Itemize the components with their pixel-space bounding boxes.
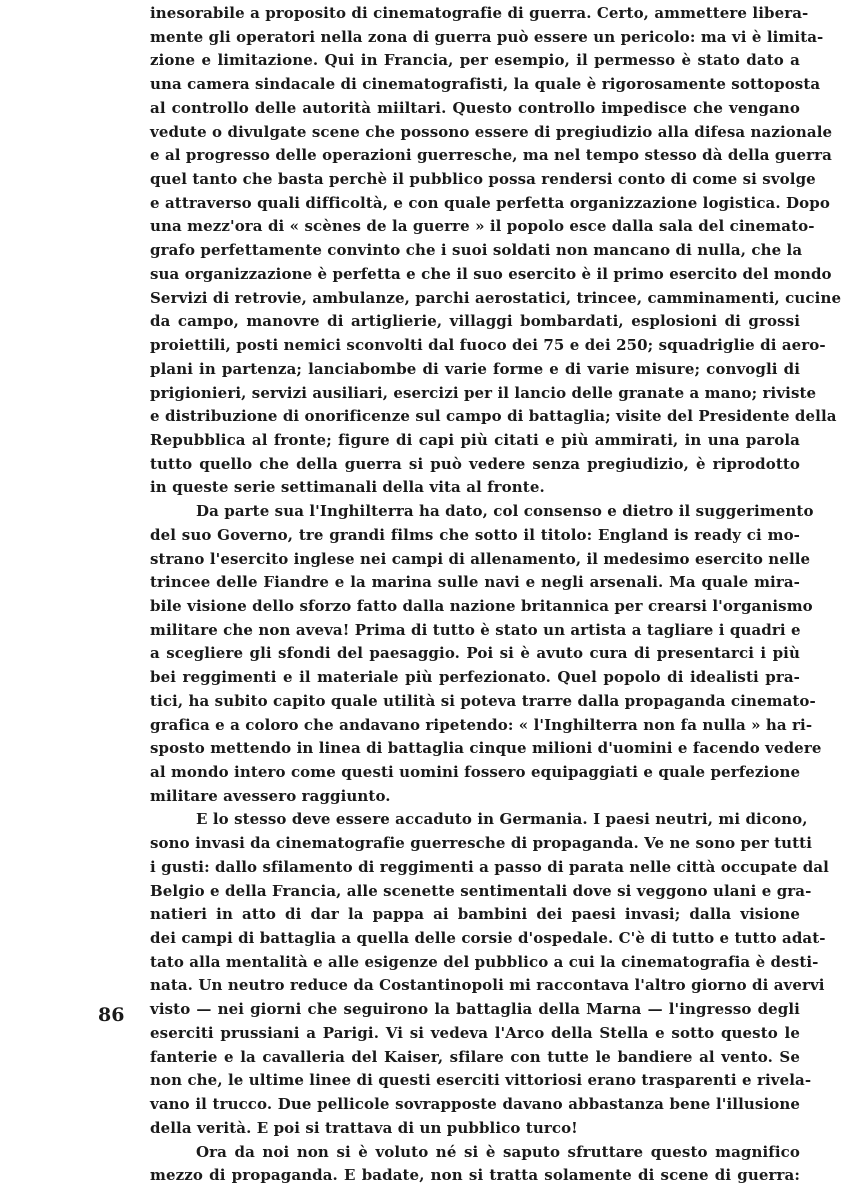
- text-line: dei campi di battaglia a quella delle corsie d'ospedale. C'è di tutto e tutto adat-: [150, 929, 826, 948]
- text-line: i gusti: dallo sfilamento di reggimenti a passo di parata nelle città occupate dal: [150, 857, 829, 876]
- text-line: e al progresso delle operazioni guerresche, ma nel tempo stesso dà della guerra: [150, 146, 832, 165]
- text-line: Ora da noi non si è voluto né si è saputo sfruttare questo magnifico: [196, 1142, 800, 1161]
- text-line: natieri in atto di dar la pappa ai bambini dei paesi invasi; dalla visione: [150, 905, 800, 924]
- text-line: vedute o divulgate scene che possono essere di pregiudizio alla difesa nazionale: [150, 122, 833, 141]
- text-line: una camera sindacale di cinematografisti, la quale è rigorosamente sottoposta: [150, 75, 821, 94]
- text-line: e attraverso quali difficoltà, e con quale perfetta organizzazione logistica. Dopo: [150, 193, 830, 212]
- text-line: proiettili, posti nemici sconvolti dal fuoco dei 75 e dei 250; squadriglie di aero-: [150, 336, 826, 355]
- text-line: tato alla mentalità e alle esigenze del pubblico a cui la cinematografia è desti-: [150, 952, 819, 971]
- text-line: trincee delle Fiandre e la marina sulle navi e negli arsenali. Ma quale mira-: [150, 573, 800, 592]
- text-line: militare avessero raggiunto.: [150, 786, 391, 805]
- text-line: tici, ha subito capito quale utilità si poteva trarre dalla propaganda cinemato-: [150, 691, 816, 710]
- text-line: strano l'esercito inglese nei campi di allenamento, il medesimo esercito nelle: [150, 549, 811, 568]
- text-line: eserciti prussiani a Parigi. Vi si vedeva l'Arco della Stella e sotto questo le: [150, 1023, 800, 1042]
- text-line: e distribuzione di onorificenze sul campo di battaglia; visite del Presidente della: [150, 407, 837, 426]
- text-line: del suo Governo, tre grandi films che sotto il titolo: England is ready ci mo-: [150, 525, 800, 544]
- text-line: fanterie e la cavalleria del Kaiser, sfilare con tutte le bandiere al vento. Se: [150, 1047, 800, 1066]
- text-line: militare che non aveva! Prima di tutto è stato un artista a tagliare i quadri e: [150, 620, 801, 639]
- text-line: Repubblica al fronte; figure di capi più citati e più ammirati, in una parola: [150, 430, 800, 449]
- text-line: prigionieri, servizi ausiliari, esercizi per il lancio delle granate a mano; riviste: [150, 383, 817, 402]
- text-line: Da parte sua l'Inghilterra ha dato, col consenso e dietro il suggerimento: [196, 502, 814, 521]
- text-line: sua organizzazione è perfetta e che il suo esercito è il primo esercito del mondo: [150, 264, 832, 283]
- page-number: 86: [98, 1004, 125, 1026]
- text-line: Servizi di retrovie, ambulanze, parchi aerostatici, trincee, camminamenti, cucine: [150, 288, 842, 307]
- text-line: bei reggimenti e il materiale più perfezionato. Quel popolo di idealisti pra-: [150, 668, 800, 687]
- text-line: da campo, manovre di artiglierie, villaggi bombardati, esplosioni di grossi: [150, 312, 800, 331]
- text-line: inesorabile a proposito di cinematografie di guerra. Certo, ammettere libera-: [150, 4, 809, 22]
- text-line: tutto quello che della guerra si può vedere senza pregiudizio, è riprodotto: [150, 454, 800, 473]
- text-line: sono invasi da cinematografie guerresche di propaganda. Ve ne sono per tutti: [150, 834, 812, 853]
- text-line: al mondo intero come questi uomini fossero equipaggiati e quale perfezione: [150, 763, 801, 781]
- text-line: non che, le ultime linee di questi eserciti vittoriosi erano trasparenti e rivela-: [150, 1071, 812, 1090]
- text-line: in queste serie settimanali della vita al fronte.: [150, 478, 545, 497]
- text-line: zione e limitazione. Qui in Francia, per esempio, il permesso è stato dato a: [150, 51, 800, 70]
- text-line: quel tanto che basta perchè il pubblico possa rendersi conto di come si svolge: [150, 170, 816, 189]
- text-line: grafo perfettamente convinto che i suoi soldati non mancano di nulla, che la: [150, 241, 803, 260]
- text-line: al controllo delle autorità miiltari. Questo controllo impedisce che vengano: [150, 98, 800, 117]
- text-line: nata. Un neutro reduce da Costantinopoli mi raccontava l'altro giorno di avervi: [150, 976, 825, 995]
- text-line: grafica e a coloro che andavano ripetendo: « l'Inghilterra non fa nulla » ha ri-: [150, 715, 813, 734]
- text-line: visto — nei giorni che seguirono la battaglia della Marna — l'ingresso degli: [150, 1000, 800, 1019]
- text-line: a scegliere gli sfondi del paesaggio. Poi si è avuto cura di presentarci i più: [150, 644, 800, 663]
- text-line: Belgio e della Francia, alle scenette sentimentali dove si veggono ulani e gra-: [150, 881, 812, 900]
- text-line: della verità. E poi si trattava di un pubblico turco!: [150, 1118, 578, 1137]
- text-line: plani in partenza; lanciabombe di varie forme e di varie misure; convogli di: [150, 359, 800, 378]
- text-line: mente gli operatori nella zona di guerra può essere un pericolo: ma vi è limita-: [150, 27, 824, 46]
- text-line: vano il trucco. Due pellicole sovrapposte davano abbastanza bene l'illusione: [150, 1095, 800, 1114]
- text-line: bile visione dello sforzo fatto dalla nazione britannica per crearsi l'organismo: [150, 596, 813, 615]
- text-line: una mezz'ora di « scènes de la guerre » il popolo esce dalla sala del cinemato-: [150, 217, 815, 236]
- text-line: E lo stesso deve essere accaduto in Germania. I paesi neutri, mi dicono,: [196, 810, 808, 829]
- text-line: sposto mettendo in linea di battaglia cinque milioni d'uomini e facendo vedere: [150, 739, 822, 758]
- page-body: [150, 2, 842, 1188]
- text-line: mezzo di propaganda. E badate, non si tratta solamente di scene di guerra:: [150, 1166, 800, 1185]
